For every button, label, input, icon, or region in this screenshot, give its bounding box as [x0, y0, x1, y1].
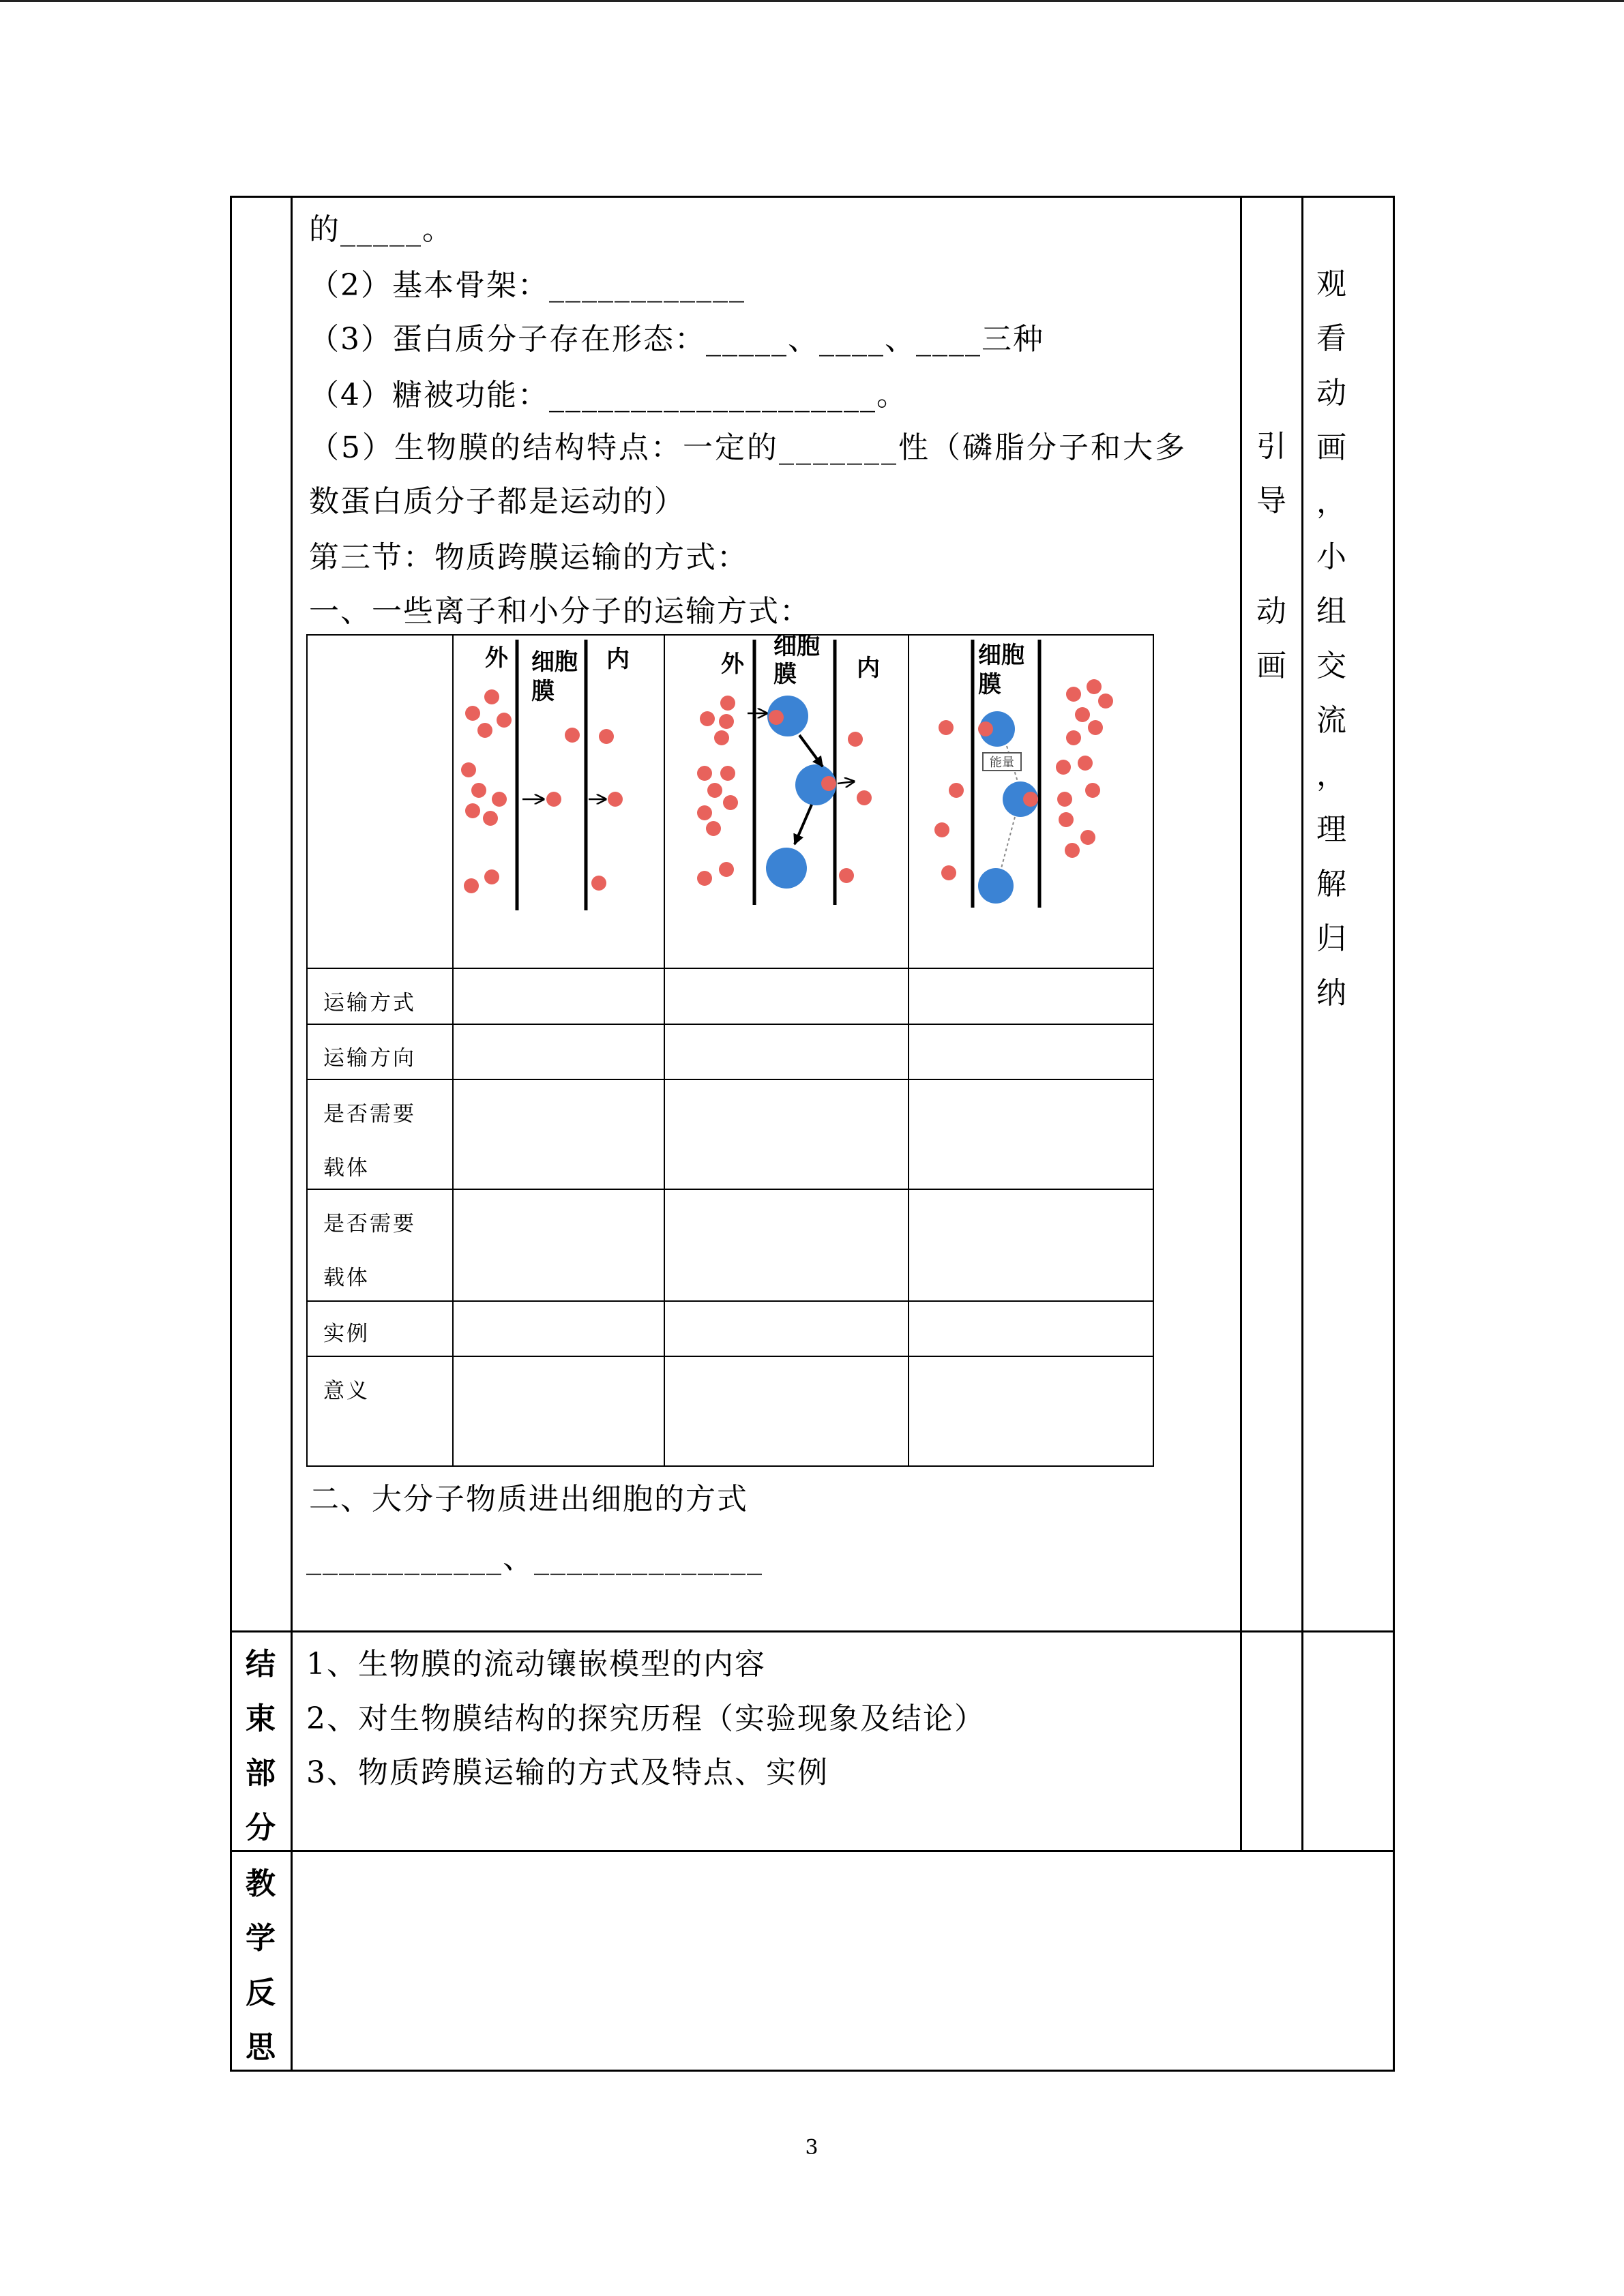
- diagram-facilitated-diffusion: [697, 634, 880, 905]
- label-inside: 内: [857, 655, 880, 682]
- molecule-dot: [723, 795, 738, 810]
- label-outside: 外: [721, 651, 744, 678]
- column-divider-method: [1240, 196, 1242, 1852]
- transport-diagrams: [452, 634, 1153, 968]
- molecule-dot: [719, 714, 734, 729]
- molecule-dot: [591, 876, 606, 891]
- molecule-dot: [697, 766, 712, 781]
- molecule-dot: [769, 710, 784, 725]
- inner-row-divider: [306, 1024, 1154, 1025]
- row-divider-reflection: [230, 1850, 1395, 1852]
- molecule-dot: [1098, 694, 1113, 709]
- molecule-dot: [706, 821, 721, 836]
- molecule-dot: [471, 783, 486, 798]
- molecule-dot: [707, 783, 722, 798]
- page-number: 3: [805, 2136, 818, 2160]
- part-2-answer-blanks: ____________、______________: [306, 1540, 763, 1575]
- molecule-dot: [465, 706, 480, 721]
- molecule-dot: [700, 711, 715, 726]
- molecule-dot: [1065, 843, 1080, 858]
- summary-item: 1、生物膜的流动镶嵌模型的内容: [306, 1647, 766, 1682]
- summary-item: 3、物质跨膜运输的方式及特点、实例: [306, 1755, 829, 1790]
- row-label-carrier-needed-repeat-2: 载体: [323, 1266, 370, 1290]
- part-1-title: 一、一些离子和小分子的运输方式：: [309, 594, 811, 629]
- molecule-dot: [565, 728, 580, 743]
- inner-table-border-right: [1153, 634, 1154, 1467]
- molecule-dot: [546, 792, 561, 807]
- molecule-dot: [477, 723, 492, 738]
- inner-table-border-bottom: [306, 1465, 1154, 1467]
- molecule-dot: [949, 783, 964, 798]
- transport-arrow: [838, 781, 854, 784]
- molecule-dot: [1057, 792, 1072, 807]
- glycocalyx-line: （4）糖被功能：____________________。: [309, 378, 908, 413]
- reflection-label: 教学反思: [246, 1866, 276, 2065]
- diagram-active-transport: [934, 640, 1113, 908]
- row-label-carrier-needed: 是否需要: [323, 1102, 416, 1127]
- label-membrane-top: 细胞: [978, 642, 1024, 669]
- method-animation: 动画: [1256, 594, 1286, 683]
- molecule-dot: [1066, 730, 1081, 745]
- table-border-top: [230, 196, 1395, 198]
- molecule-dot: [497, 713, 512, 728]
- inner-row-divider: [306, 1189, 1154, 1190]
- molecule-dot: [1078, 756, 1093, 771]
- carrier-protein: [978, 868, 1014, 904]
- molecule-dot: [1085, 783, 1100, 798]
- molecule-dot: [821, 776, 836, 791]
- molecule-dot: [1080, 830, 1095, 845]
- carrier-protein: [766, 848, 807, 889]
- molecule-dot: [599, 729, 614, 744]
- inner-row-divider: [306, 968, 1154, 969]
- molecule-dot: [1087, 679, 1102, 694]
- transport-arrow: [795, 805, 812, 844]
- molecule-dot: [934, 822, 949, 837]
- row-label-carrier-needed-2: 载体: [323, 1156, 370, 1180]
- inner-row-divider: [306, 1079, 1154, 1080]
- label-membrane-bottom: 膜: [978, 671, 1001, 698]
- molecule-dot: [465, 803, 480, 818]
- table-border-left: [230, 196, 232, 2072]
- row-label-example: 实例: [323, 1322, 370, 1346]
- structure-feature-line-1: （5）生物膜的结构特点：一定的_______性（磷脂分子和大多: [309, 430, 1187, 465]
- molecule-dot: [608, 792, 623, 807]
- molecule-dot: [720, 696, 735, 711]
- page-top-edge: [0, 0, 1624, 2]
- part-2-title: 二、大分子物质进出细胞的方式: [309, 1482, 748, 1517]
- membrane-tail-line: 的_____。: [309, 212, 454, 247]
- molecule-dot: [1075, 707, 1090, 722]
- path-dotted-line: [1001, 817, 1015, 868]
- row-label-transport-mode: 运输方式: [323, 991, 416, 1015]
- molecule-dot: [483, 811, 498, 826]
- inner-row-divider: [306, 1300, 1154, 1302]
- structure-feature-line-2: 数蛋白质分子都是运动的）: [309, 484, 685, 519]
- molecule-dot: [484, 869, 499, 884]
- protein-forms-line: （3）蛋白质分子存在形态：_____、____、____三种: [309, 322, 1044, 357]
- molecule-dot: [848, 732, 863, 747]
- molecule-dot: [1059, 812, 1074, 827]
- label-membrane-top: 细胞: [773, 634, 820, 660]
- molecule-dot: [1066, 687, 1081, 702]
- method-guide: 引导: [1256, 429, 1286, 518]
- molecule-dot: [941, 865, 956, 880]
- column-divider-activity: [1301, 196, 1303, 1852]
- label-membrane-bottom: 膜: [773, 661, 797, 688]
- molecule-dot: [492, 792, 507, 807]
- label-membrane-bottom: 膜: [531, 678, 555, 705]
- molecule-dot: [978, 721, 993, 736]
- molecule-dot: [1056, 760, 1071, 775]
- inner-row-divider: [306, 1356, 1154, 1357]
- row-divider-summary: [230, 1630, 1395, 1632]
- table-border-bottom: [230, 2070, 1395, 2072]
- molecule-dot: [697, 871, 712, 886]
- row-label-transport-direction: 运输方向: [323, 1046, 416, 1071]
- column-divider-label: [291, 196, 293, 2072]
- label-inside: 内: [606, 646, 630, 673]
- row-label-carrier-needed-repeat: 是否需要: [323, 1212, 416, 1236]
- molecule-dot: [939, 720, 954, 735]
- skeleton-line: （2）基本骨架：____________: [309, 268, 745, 303]
- label-outside: 外: [485, 644, 508, 672]
- label-membrane-top: 细胞: [531, 648, 578, 676]
- summary-label: 结束部分: [246, 1647, 276, 1845]
- student-activity: 观看动画，小组交流，理解归纳: [1316, 267, 1346, 1011]
- molecule-dot: [719, 862, 734, 877]
- transport-arrow: [799, 735, 823, 766]
- molecule-dot: [461, 762, 476, 777]
- summary-item: 2、对生物膜结构的探究历程（实验现象及结论）: [306, 1701, 986, 1736]
- molecule-dot: [857, 790, 872, 805]
- label-energy: 能量: [990, 756, 1014, 770]
- inner-table-border-left: [306, 634, 308, 1467]
- section-3-title: 第三节：物质跨膜运输的方式：: [309, 540, 748, 575]
- molecule-dot: [714, 730, 729, 745]
- molecule-dot: [484, 689, 499, 704]
- molecule-dot: [839, 868, 854, 883]
- row-label-significance: 意义: [323, 1379, 370, 1403]
- molecule-dot: [1088, 720, 1103, 735]
- diagram-free-diffusion: [461, 640, 630, 910]
- molecule-dot: [464, 878, 479, 893]
- molecule-dot: [1023, 792, 1038, 807]
- molecule-dot: [720, 766, 735, 781]
- molecule-dot: [697, 805, 712, 820]
- table-border-right: [1393, 196, 1395, 2072]
